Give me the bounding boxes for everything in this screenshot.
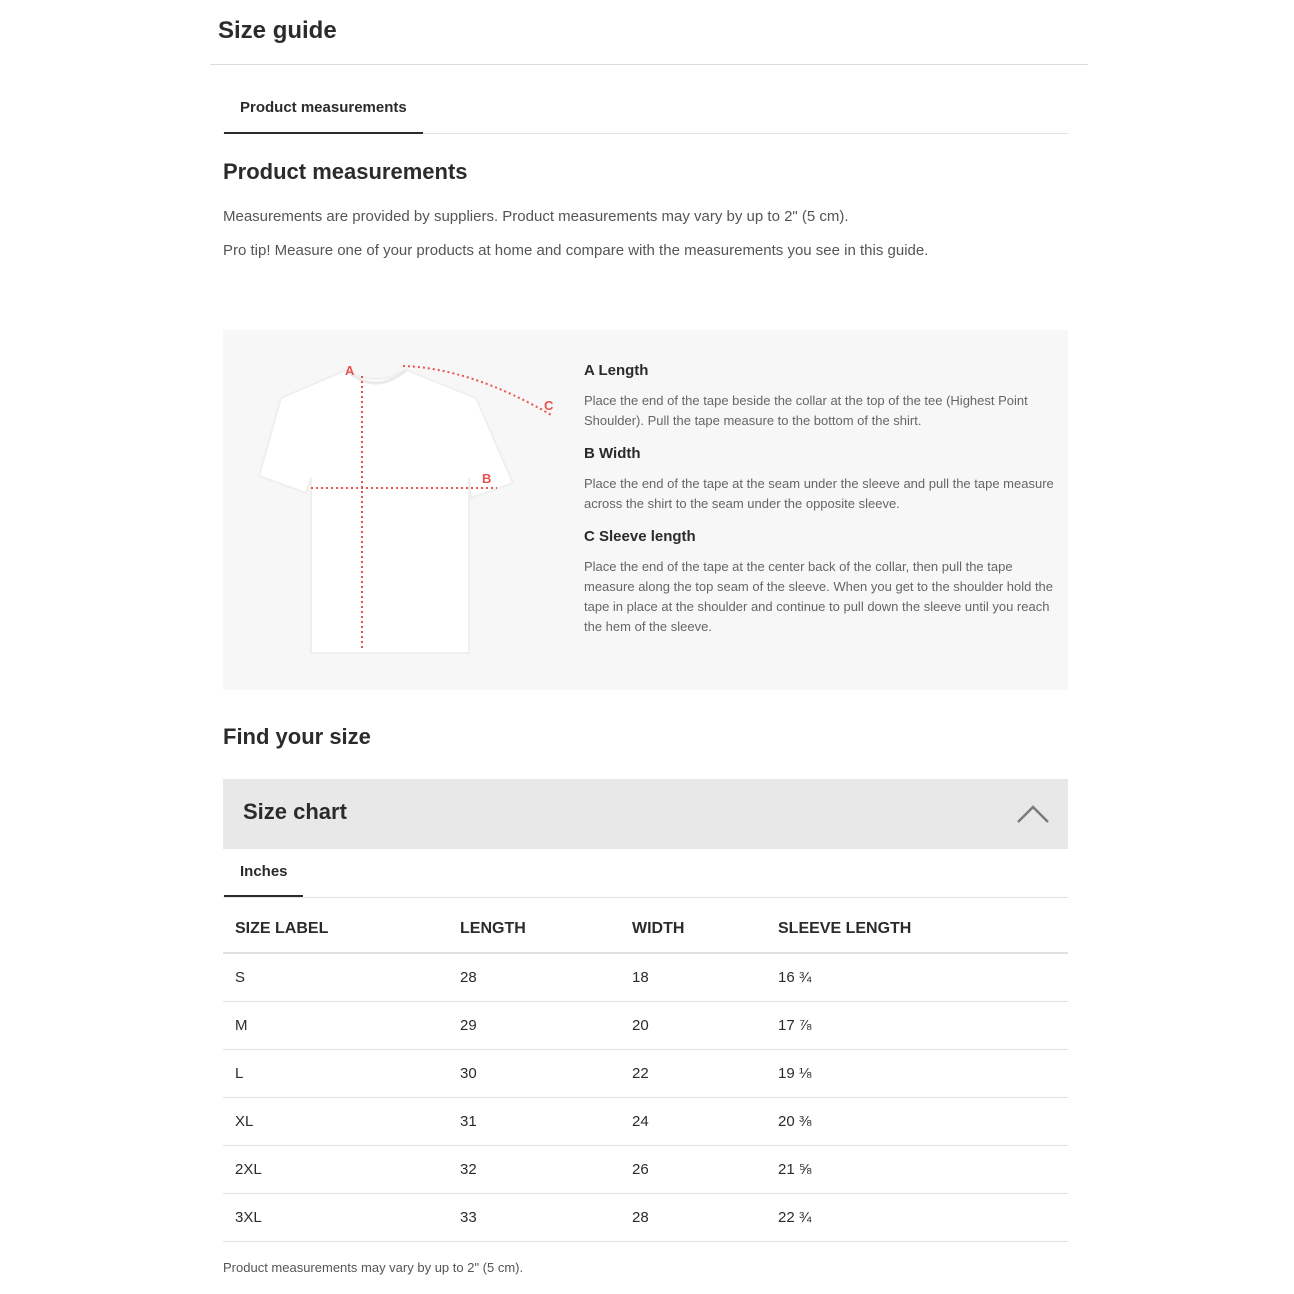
table-row [223,1194,1068,1242]
cell-size: L [223,1050,448,1098]
table-row [223,1146,1068,1194]
pro-tip: Pro tip! Measure one of your products at home and compare with the measurements you see in this guide. [223,242,929,259]
footnote: Product measurements may vary by up to 2" (5 cm). [223,1260,524,1275]
tab-product-measurements[interactable]: Product measurements [224,88,423,134]
cell-width: 24 [620,1098,766,1146]
length-heading: A Length [584,362,649,379]
tshirt-shape [259,370,513,653]
cell-width: 28 [620,1194,766,1242]
table-row [223,1002,1068,1050]
supplier-note: Measurements are provided by suppliers. Product measurements may vary by up to 2" (5 cm). [223,208,849,225]
measurement-panel [223,330,1068,690]
cell-length: 32 [448,1146,620,1194]
table-row [223,953,1068,1002]
cell-width: 20 [620,1002,766,1050]
col-width: WIDTH [620,905,766,953]
cell-size: 2XL [223,1146,448,1194]
col-length: LENGTH [448,905,620,953]
cell-sleeve: 16 ¾ [766,953,1068,1002]
cell-length: 29 [448,1002,620,1050]
cell-size: XL [223,1098,448,1146]
table-row [223,1098,1068,1146]
measurement-instructions [584,362,1054,651]
section-title: Product measurements [223,159,468,184]
marker-b: B [482,471,492,486]
size-table [223,905,1068,1242]
cell-length: 28 [448,953,620,1002]
cell-size: M [223,1002,448,1050]
measurement-tabs [223,88,1068,134]
page-title: Size guide [218,17,337,44]
find-your-size-title: Find your size [223,724,371,749]
size-guide-header [210,0,1088,65]
cell-size: S [223,953,448,1002]
tab-inches[interactable]: Inches [224,851,303,897]
cell-width: 26 [620,1146,766,1194]
col-size-label: SIZE LABEL [223,905,448,953]
marker-a: A [345,363,355,378]
size-table-header-row [223,905,1068,953]
cell-length: 30 [448,1050,620,1098]
unit-tabs [223,851,1068,898]
cell-width: 18 [620,953,766,1002]
width-text: Place the end of the tape at the seam under the sleeve and pull the tape measure across the shirt to the seam under the opposite sleeve. [584,476,1054,511]
table-row [223,1050,1068,1098]
cell-sleeve: 21 ⅝ [766,1146,1068,1194]
cell-width: 22 [620,1050,766,1098]
size-chart-label: Size chart [243,799,347,824]
tshirt-illustration [251,358,561,658]
cell-sleeve: 17 ⅞ [766,1002,1068,1050]
marker-c: C [544,398,554,413]
cell-sleeve: 20 ⅜ [766,1098,1068,1146]
chevron-up-icon [1016,803,1050,825]
cell-sleeve: 22 ¾ [766,1194,1068,1242]
cell-length: 31 [448,1098,620,1146]
sleeve-text: Place the end of the tape at the center back of the collar, then pull the tape measure along the top seam of the sleeve. When you get to the shoulder hold the tape in place at the shoulder and continue to pull down the sleeve until you reach the hem of the sleeve. [584,559,1054,634]
col-sleeve-length: SLEEVE LENGTH [766,905,1068,953]
size-chart-toggle[interactable] [223,779,1068,849]
cell-size: 3XL [223,1194,448,1242]
cell-sleeve: 19 ⅛ [766,1050,1068,1098]
tshirt-diagram [251,358,561,658]
length-text: Place the end of the tape beside the collar at the top of the tee (Highest Point Shoulder). Pull the tape measure to the bottom of the shirt. [584,393,1028,428]
cell-length: 33 [448,1194,620,1242]
width-heading: B Width [584,445,641,462]
sleeve-heading: C Sleeve length [584,528,696,545]
